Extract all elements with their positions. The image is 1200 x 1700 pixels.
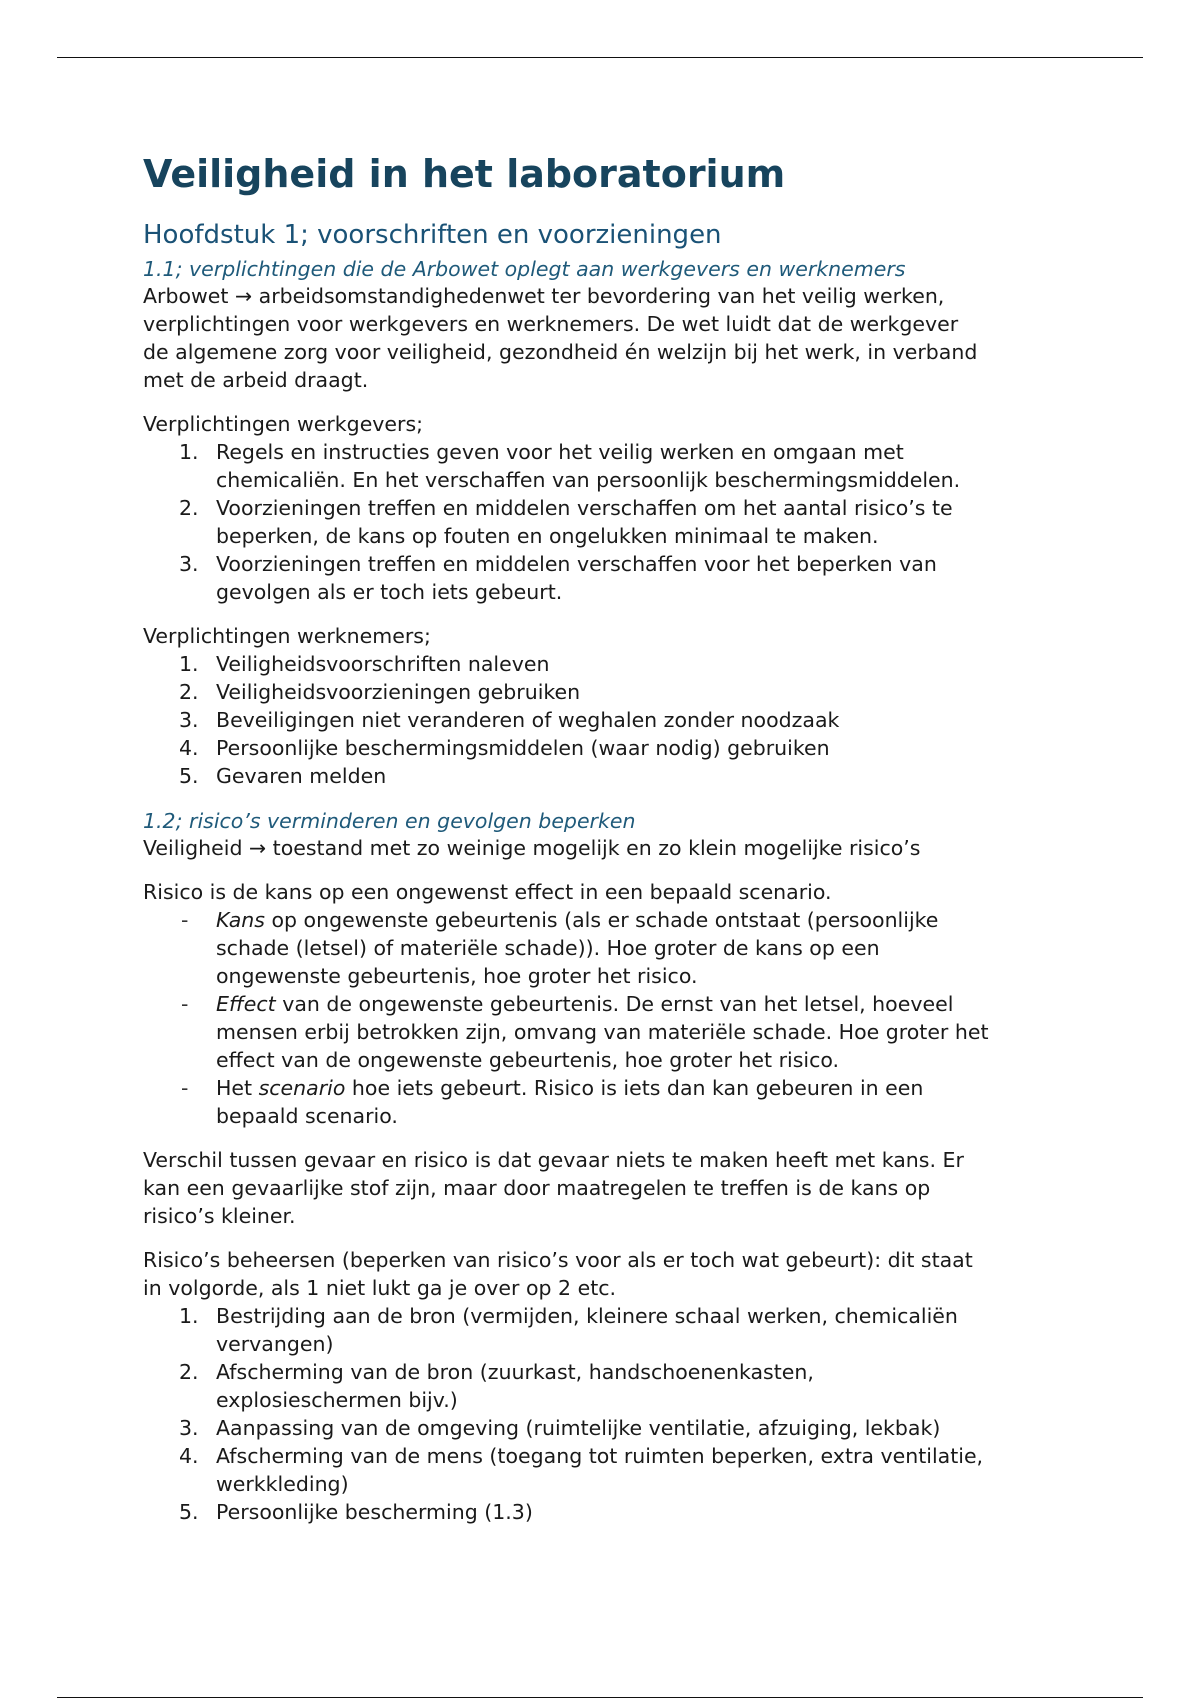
text-line: Voorzieningen treffen en middelen verschaffen voor het beperken van: [216, 552, 937, 576]
text-fragment: hoe iets gebeurt. Risico is iets dan kan gebeuren in een: [345, 1076, 924, 1100]
text-line: beperken, de kans op fouten en ongelukken minimaal te maken.: [216, 524, 879, 548]
list-number: 2.: [179, 1360, 199, 1384]
list-item: [143, 1302, 1063, 1358]
list-item: [143, 1074, 1063, 1130]
text-line: Regels en instructies geven voor het veilig werken en omgaan met: [216, 440, 904, 464]
list-item: [143, 762, 1063, 790]
list-number: 4.: [179, 736, 199, 760]
bullet-dash: -: [181, 992, 189, 1016]
text-fragment: op ongewenste gebeurtenis (als er schade ontstaat (persoonlijke: [264, 908, 939, 932]
chapter-heading: Hoofdstuk 1; voorschriften en voorzieningen: [143, 220, 722, 250]
emphasis-term: Kans: [216, 908, 265, 932]
text-line: effect van de ongewenste gebeurtenis, hoe groter het risico.: [216, 1048, 840, 1072]
safety-definition: Veiligheid → toestand met zo weinige mogelijk en zo klein mogelijke risico’s: [143, 836, 921, 860]
list-item: [143, 990, 1063, 1074]
arbowet-paragraph: [143, 282, 1063, 394]
text-line: mensen erbij betrokken zijn, omvang van materiële schade. Hoe groter het: [216, 1020, 989, 1044]
text-line: Aanpassing van de omgeving (ruimtelijke ventilatie, afzuiging, lekbak): [216, 1416, 941, 1440]
section-heading-1-2: 1.2; risico’s verminderen en gevolgen beperken: [143, 809, 636, 833]
list-text: Veiligheidsvoorschriften naleven: [216, 652, 550, 676]
text-line: Bestrijding aan de bron (vermijden, kleinere schaal werken, chemicaliën: [216, 1304, 958, 1328]
list-number: 3.: [179, 708, 199, 732]
list-text: Gevaren melden: [216, 764, 387, 788]
list-item: [143, 906, 1063, 990]
list-number: 1.: [179, 1304, 199, 1328]
text-line: ongewenste gebeurtenis, hoe groter het risico.: [216, 964, 698, 988]
emphasis-term: Effect: [216, 992, 276, 1016]
text-line: vervangen): [216, 1332, 334, 1356]
risk-control-list: [143, 1302, 1063, 1526]
list-item: [143, 550, 1063, 606]
list-item: [143, 734, 1063, 762]
employers-label: Verplichtingen werkgevers;: [143, 412, 424, 436]
list-number: 3.: [179, 1416, 199, 1440]
list-text: Persoonlijke beschermingsmiddelen (waar nodig) gebruiken: [216, 736, 830, 760]
text-line: werkkleding): [216, 1472, 349, 1496]
risk-control-paragraph: [143, 1246, 1063, 1302]
list-item: [143, 438, 1063, 494]
list-number: 2.: [179, 496, 199, 520]
list-item: [143, 650, 1063, 678]
list-item: [143, 1414, 1063, 1442]
text-line: Verschil tussen gevaar en risico is dat gevaar niets te maken heeft met kans. Er: [143, 1148, 964, 1172]
difference-paragraph: [143, 1146, 1063, 1230]
list-item: [143, 678, 1063, 706]
text-line: kan een gevaarlijke stof zijn, maar door maatregelen te treffen is de kans op: [143, 1176, 931, 1200]
emphasis-term: scenario: [258, 1076, 346, 1100]
text-line: gevolgen als er toch iets gebeurt.: [216, 580, 563, 604]
text-line: verplichtingen voor werkgevers en werknemers. De wet luidt dat de werkgever: [143, 312, 959, 336]
list-item: [143, 1358, 1063, 1414]
list-number: 4.: [179, 1444, 199, 1468]
list-item: [143, 706, 1063, 734]
text-fragment: van de ongewenste gebeurtenis. De ernst van het letsel, hoeveel: [275, 992, 954, 1016]
risk-definition: Risico is de kans op een ongewenst effect in een bepaald scenario.: [143, 880, 832, 904]
text-line: Risico’s beheersen (beperken van risico’s voor als er toch wat gebeurt): dit staat: [143, 1248, 973, 1272]
header-rule: [57, 57, 1143, 58]
employees-label: Verplichtingen werknemers;: [143, 624, 431, 648]
list-number: 2.: [179, 680, 199, 704]
text-line: Afscherming van de bron (zuurkast, handschoenenkasten,: [216, 1360, 814, 1384]
text-line: Persoonlijke bescherming (1.3): [216, 1500, 533, 1524]
risk-factors-list: [143, 906, 1063, 1130]
list-number: 1.: [179, 440, 199, 464]
footer-rule: [57, 1697, 1143, 1698]
text-line: chemicaliën. En het verschaffen van persoonlijk beschermingsmiddelen.: [216, 468, 961, 492]
list-item: [143, 1442, 1063, 1498]
bullet-dash: -: [181, 1076, 189, 1100]
document-title: Veiligheid in het laboratorium: [143, 152, 786, 196]
document-body: [143, 150, 1063, 1526]
text-line: Arbowet → arbeidsomstandighedenwet ter bevordering van het veilig werken,: [143, 284, 945, 308]
bullet-dash: -: [181, 908, 189, 932]
list-item: [143, 1498, 1063, 1526]
employers-list: [143, 438, 1063, 606]
list-item: [143, 494, 1063, 550]
section-heading-1-1: 1.1; verplichtingen die de Arbowet oplegt aan werkgevers en werknemers: [143, 257, 906, 281]
list-number: 5.: [179, 764, 199, 788]
text-line: met de arbeid draagt.: [143, 368, 369, 392]
text-fragment: Het: [216, 1076, 259, 1100]
text-line: Voorzieningen treffen en middelen verschaffen om het aantal risico’s te: [216, 496, 953, 520]
text-line: risico’s kleiner.: [143, 1204, 296, 1228]
text-line: explosieschermen bijv.): [216, 1388, 458, 1412]
text-line: bepaald scenario.: [216, 1104, 398, 1128]
employees-list: [143, 650, 1063, 790]
list-text: Veiligheidsvoorzieningen gebruiken: [216, 680, 581, 704]
text-line: schade (letsel) of materiële schade)). Hoe groter de kans op een: [216, 936, 880, 960]
list-number: 1.: [179, 652, 199, 676]
list-number: 3.: [179, 552, 199, 576]
list-text: Beveiligingen niet veranderen of weghalen zonder noodzaak: [216, 708, 840, 732]
list-number: 5.: [179, 1500, 199, 1524]
text-line: de algemene zorg voor veiligheid, gezondheid én welzijn bij het werk, in verband: [143, 340, 978, 364]
text-line: Afscherming van de mens (toegang tot ruimten beperken, extra ventilatie,: [216, 1444, 984, 1468]
text-line: in volgorde, als 1 niet lukt ga je over op 2 etc.: [143, 1276, 617, 1300]
